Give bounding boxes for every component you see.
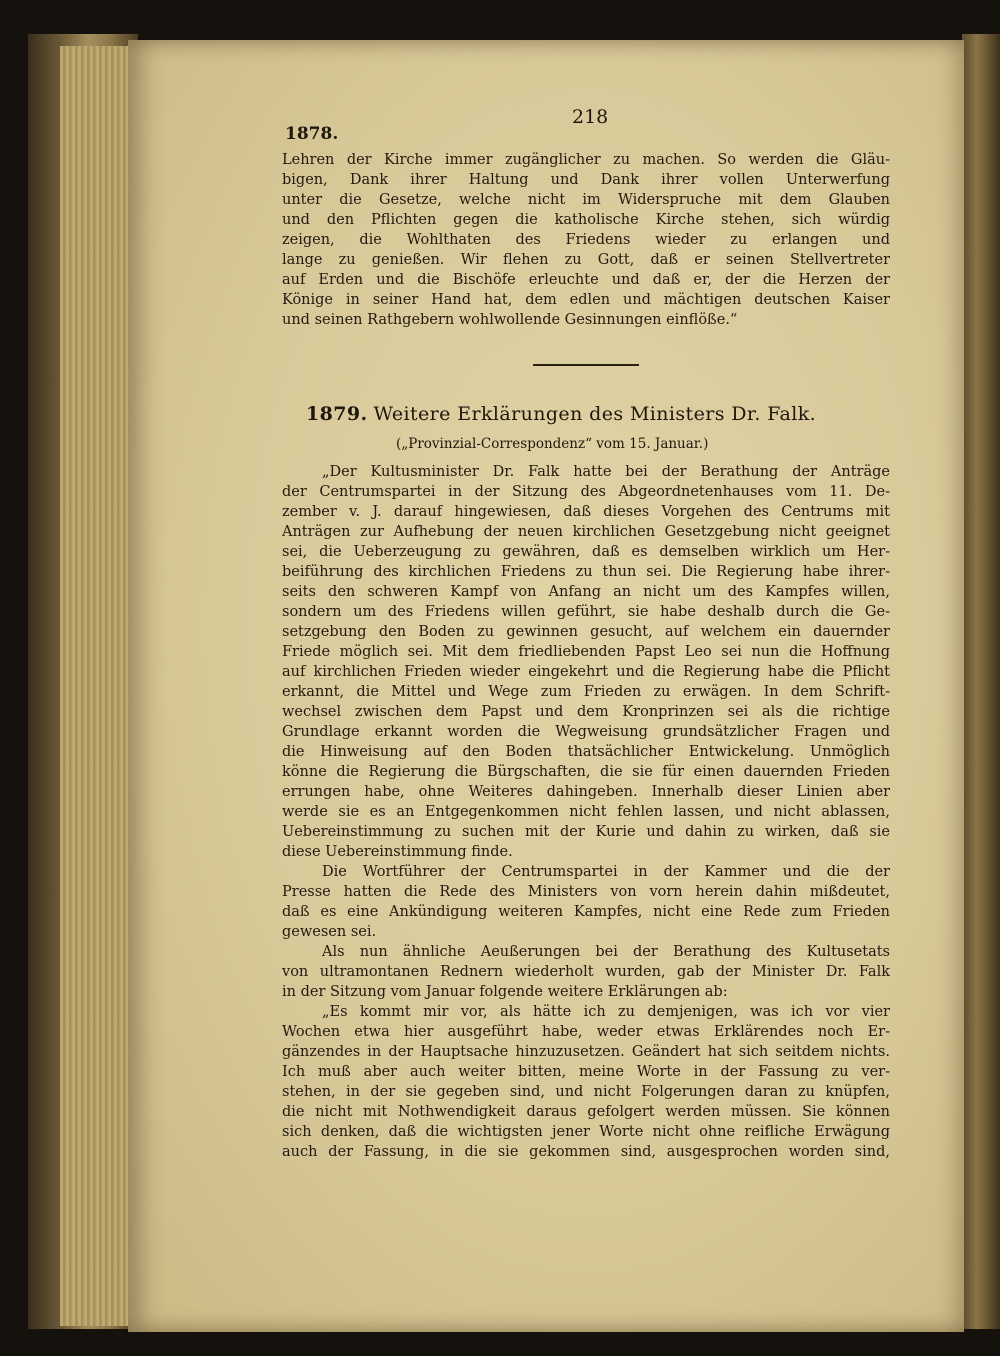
section-heading [306,403,816,425]
body-line: erkannt, die Mittel und Wege zum Frieden zu erwägen. In dem Schrift- [282,684,890,700]
body-line: auf kirchlichen Frieden wieder eingekehrt und die Regierung habe die Pflicht [282,664,890,680]
top-line: zeigen, die Wohlthaten des Friedens wieder zu erlangen und [282,232,890,248]
body-line: Die Wortführer der Centrumspartei in der Kammer und die der [322,864,890,880]
body-line: stehen, in der sie gegeben sind, und nicht Folgerungen daran zu knüpfen, [282,1084,890,1100]
page-number: 218 [572,106,609,128]
body-line: zember v. J. darauf hingewiesen, daß dieses Vorgehen des Centrums mit [282,504,890,520]
body-line: werde sie es an Entgegenkommen nicht fehlen lassen, und nicht ablassen, [282,804,890,820]
body-line: errungen habe, ohne Weiteres dahingeben. Innerhalb dieser Linien aber [282,784,890,800]
body-line: Presse hatten die Rede des Ministers von vorn herein dahin mißdeutet, [282,884,890,900]
body-line: diese Uebereinstimmung finde. [282,844,513,860]
body-line: Uebereinstimmung zu suchen mit der Kurie und dahin zu wirken, daß sie [282,824,890,840]
top-line: Könige in seiner Hand hat, dem edlen und mächtigen deutschen Kaiser [282,292,890,308]
body-line: Friede möglich sei. Mit dem friedliebenden Papst Leo sei nun die Hoffnung [282,644,890,660]
body-line: Als nun ähnliche Aeußerungen bei der Berathung des Kultusetats [322,944,890,960]
top-line: auf Erden und die Bischöfe erleuchte und daß er, der die Herzen der [282,272,890,288]
body-line: seits den schweren Kampf von Anfang an nicht um des Kampfes willen, [282,584,890,600]
body-line: sich denken, daß die wichtigsten jener Worte nicht ohne reifliche Erwägung [282,1124,890,1140]
top-line: und den Pflichten gegen die katholische Kirche stehen, sich würdig [282,212,890,228]
body-line: setzgebung den Boden zu gewinnen gesucht, auf welchem ein dauernder [282,624,890,640]
section-source: („Provinzial-Correspondenz“ vom 15. Januar.) [396,436,709,452]
body-line: sondern um des Friedens willen geführt, sie habe deshalb durch die Ge- [282,604,890,620]
running-year: 1878. [285,124,339,144]
body-line: von ultramontanen Rednern wiederholt wurden, gab der Minister Dr. Falk [282,964,890,980]
body-line: in der Sitzung vom Januar folgende weitere Erklärungen ab: [282,984,728,1000]
top-line: bigen, Dank ihrer Haltung und Dank ihrer vollen Unterwerfung [282,172,890,188]
body-line: Ich muß aber auch weiter bitten, meine Worte in der Fassung zu ver- [282,1064,890,1080]
page-edges [60,46,135,1326]
body-line: Grundlage erkannt worden die Wegweisung grundsätzlicher Fragen und [282,724,890,740]
section-divider [533,364,639,366]
top-line: lange zu genießen. Wir flehen zu Gott, daß er seinen Stellvertreter [282,252,890,268]
body-line: „Es kommt mir vor, als hätte ich zu demjenigen, was ich vor vier [322,1004,890,1020]
body-line: der Centrumspartei in der Sitzung des Abgeordnetenhauses vom 11. De- [282,484,890,500]
body-line: die nicht mit Nothwendigkeit daraus gefolgert werden müssen. Sie können [282,1104,890,1120]
top-line: Lehren der Kirche immer zugänglicher zu machen. So werden die Gläu- [282,152,890,168]
body-line: könne die Regierung die Bürgschaften, die sie für einen dauernden Frieden [282,764,890,780]
body-line: Anträgen zur Aufhebung der neuen kirchlichen Gesetzgebung nicht geeignet [282,524,890,540]
body-line: sei, die Ueberzeugung zu gewähren, daß es demselben wirklich um Her- [282,544,890,560]
body-line: beiführung des kirchlichen Friedens zu thun sei. Die Regierung habe ihrer- [282,564,890,580]
top-line: und seinen Rathgebern wohlwollende Gesinnungen einflöße.“ [282,312,738,328]
body-line: gewesen sei. [282,924,377,940]
body-line: auch der Fassung, in die sie gekommen sind, ausgesprochen worden sind, [282,1144,890,1160]
body-line: Wochen etwa hier ausgeführt habe, weder etwas Erklärendes noch Er- [282,1024,890,1040]
section-title: Weitere Erklärungen des Ministers Dr. Falk. [373,403,817,425]
body-line: „Der Kultusminister Dr. Falk hatte bei der Berathung der Anträge [322,464,890,480]
body-line: wechsel zwischen dem Papst und dem Kronprinzen sei als die richtige [282,704,890,720]
book-cover-right [962,34,1000,1329]
body-line: daß es eine Ankündigung weiteren Kampfes, nicht eine Rede zum Frieden [282,904,890,920]
body-line: gänzendes in der Hauptsache hinzuzusetzen. Geändert hat sich seitdem nichts. [282,1044,890,1060]
section-year: 1879. [306,403,368,425]
body-line: die Hinweisung auf den Boden thatsächlicher Entwickelung. Unmöglich [282,744,890,760]
top-line: unter die Gesetze, welche nicht im Widerspruche mit dem Glauben [282,192,890,208]
